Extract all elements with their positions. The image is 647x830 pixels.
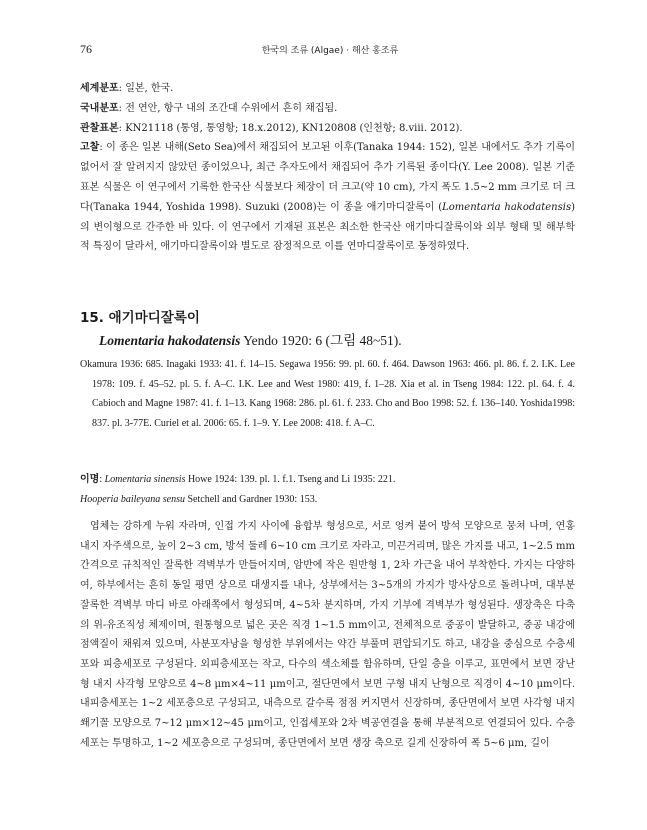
section-number: 15.: [80, 310, 104, 326]
synonyms: [80, 470, 575, 509]
species-info: [80, 79, 575, 257]
world-distribution-label: 세계분포: [80, 83, 119, 94]
remarks-text-1: : 이 종은 일본 내해(Seto Sea)에서 채집되어 보고된 이후(Tanaka 1944: 152), 일본 내에서도 추가 기록이 없어서 잘 알려지지 않았던 종이었으나, 최근 추자도에서 채집되어 추가 기록된 종이다(Y. Lee 2008). 일본 기준표본 식물은 이 연구에서 기록한 한국산 식물보다 체장이 더 크고(약 10 cm), 가지 폭도 1.5~2 mm 크기로 더 크다(Tanaka 1944, Yoshida 1998). Suzuki (2008)는 이 종을 애기마디잘록이 (: [80, 142, 575, 213]
synonym-label: 이명: [80, 474, 100, 485]
description-paragraph: 엽체는 강하게 누워 자라며, 인접 가지 사이에 융합부 형성으로, 서로 엉켜 붙어 방석 모양으로 뭉쳐 나며, 연홍 내지 자주색으로, 높이 2~3 cm, 방석 둘레 6~10 cm 크기로 자라고, 미끈거리며, 많은 가지를 내고, 1~2.5 mm 간격으로 규칙적인 잘록한 격벽부가 만들어지며, 암반에 작은 원반형 1, 2차 가근을 내어 부착한다. 가지는 다양하여, 하부에서는 흔히 동일 평면 상으로 대생지를 내나, 상부에서는 3~5개의 가지가 방사상으로 돌려나며, 대부분 잘록한 격벽부 마디 바로 아래쪽에서 형성되며, 4~5차 분지하며, 가지 기부에 격벽부가 형성된다. 생장축은 다축의 위-유조직성 체제이며, 원통형으로 넓은 곳은 직경 1~1.5 mm이고, 전체적으로 중공이 발달하고, 중공 내강에 점액질이 채워져 있으며, 사분포자낭을 형성한 부위에서는 약간 부풀며 편압되기도 하고, 내강을 중심으로 수층세포와 피층세포로 구성된다. 외피층세포는 작고, 다수의 색소체를 함유하며, 단일 층을 이루고, 표면에서 보면 장난형 내지 사각형 모양으로 4~8 μm×4~11 μm이고, 절단면에서 보면 구형 내지 난형으로 직경이 4~10 μm이다. 내피층세포는 1~2 세포층으로 구성되고, 내측으로 갈수록 점점 커지면서 신장하며, 종단면에서 보면 사각형 내지 쐐기꼴 모양으로 7~12 μm×12~45 μm이고, 인접세포와 2차 벽공연결을 통해 부분적으로 연결되어 있다. 수층 세포는 투명하고, 1~2 세포층으로 구성되며, 종단면에서 보면 생장 축으로 길게 신장하여 폭 5~6 μm, 길이: [80, 521, 575, 749]
synonym-2-name: Hooperia baileyana sensu: [80, 493, 185, 505]
synonym-colon: :: [99, 474, 105, 485]
page-header: [80, 42, 580, 58]
synonym-line-1: [80, 470, 575, 490]
specimens-label: 관찰표본: [80, 122, 119, 134]
section-scientific-name: Lomentaria hakodatensis: [99, 333, 241, 348]
running-head: 한국의 조류 (Algae) · 해산 홍조류: [261, 46, 399, 56]
synonym-1-name: Lomentaria sinensis: [104, 474, 186, 485]
world-distribution-text: : 일본, 한국.: [118, 83, 174, 94]
remarks-label: 고찰: [80, 142, 100, 154]
section-authority: Yendo 1920: 6 (그림 48~51).: [240, 333, 402, 348]
korea-distribution: [80, 99, 575, 119]
world-distribution: [80, 79, 575, 99]
specimens: [80, 119, 575, 139]
page-number: 76: [80, 42, 92, 56]
specimens-text: : KN21118 (통영, 통영항; 18.x.2012), KN120808 (인천항; 8.viii. 2012).: [118, 122, 463, 134]
korea-distribution-text: : 전 연안, 항구 내의 조간대 수위에서 흔히 채집됨.: [118, 102, 338, 114]
section-korean-name: 애기마디잘록이: [108, 310, 200, 326]
korea-distribution-label: 국내분포: [80, 102, 119, 114]
section-heading: [80, 306, 580, 349]
remarks: [80, 138, 575, 257]
synonym-2-text: Setchell and Gardner 1930: 153.: [185, 493, 318, 505]
remarks-text-2: )의 변이형으로 간주한 바 있다. 이 연구에서 기재된 표본은 최소한 한국산 애기마디잘록이와 외부 형태 및 해부학적 특징이 달라서, 애기마디잘록이와 별도로 잠정적으로 이를 연마디잘록이로 동정하였다.: [80, 201, 575, 253]
synonym-1-text: Howe 1924: 139. pl. 1. f.1. Tseng and Li 1935: 221.: [185, 474, 396, 485]
remarks-italic: Lomentaria hakodatensis: [442, 201, 572, 213]
references: Okamura 1936: 685. Inagaki 1933: 41. f. 14–15. Segawa 1956: 99. pl. 60. f. 464. Dawson 1963: 466. pl. 86. f. 2. I.K. Lee 1978: 109. f. 45–52. pl. 5. f. A–C. I.K. Lee and West 1980: 419, f. 1–28. Xia et al. in Tseng 1984: 122. pl. 64. f. 4. Cabioch and Magne 1987: 41. f. 1–13. Kang 1968: 286. pl. 61. f. 233. Cho and Boo 1998: 52. f. 136–140. Yoshida1998: 837. pl. 3-77E. Curiel et al. 2006: 65. f. 1–9. Y. Lee 2008: 418. f. A–C.: [80, 359, 575, 429]
section-title-korean: [80, 306, 580, 326]
synonym-line-2: [80, 490, 575, 510]
section-title-scientific: [80, 329, 580, 349]
